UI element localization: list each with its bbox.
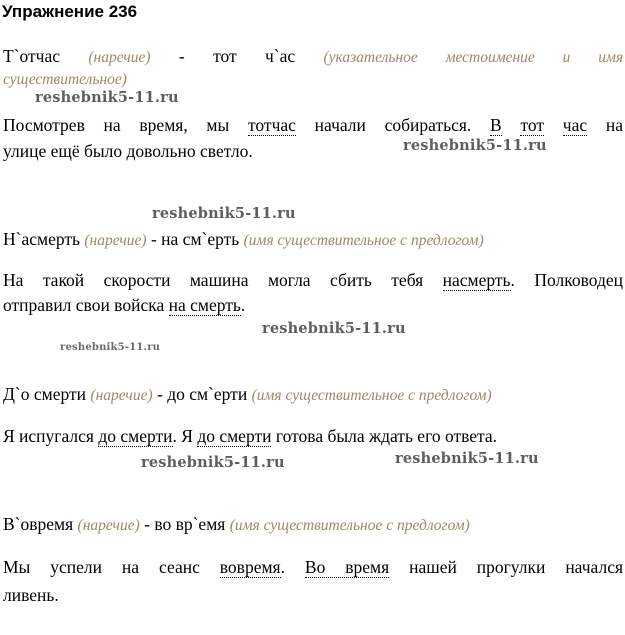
section-1-example-line-1: Посмотрев на время, мы тотчас начали собираться. В тот час на [3, 115, 624, 135]
watermark-text: reshebnik5-11.ru [35, 89, 179, 106]
section-1-example-line-2: улице ещё было довольно светло. [3, 141, 253, 161]
section-4-example-line-2: ливень. [3, 585, 59, 605]
section-4-example-line-1: Мы успели на сеанс вовремя. Во время нашей прогулки начался [3, 557, 624, 577]
section-3-example-line-1: Я испугался до смерти. Я до смерти готова была ждать его ответа. [3, 426, 498, 446]
section-2-example-line-2: отправил свои войска на смерть. [3, 295, 246, 315]
section-3-heading: Д`о смерти (наречие) - до см`ерти (имя существительное с предлогом) [3, 384, 492, 404]
underlined-word: на смерть [168, 295, 241, 315]
underlined-word: до смерти [197, 426, 272, 446]
pair-note: (указательное местоимение и имя [323, 49, 624, 66]
part-of-speech-note: (наречие) [84, 232, 147, 249]
pair-note: (имя существительное с предлогом) [229, 517, 470, 534]
head-word: В`овремя [3, 514, 74, 534]
watermark-text: reshebnik5-11.ru [395, 450, 539, 467]
part-of-speech-note: (наречие) [90, 387, 153, 404]
section-2-heading: Н`асмерть (наречие) - на см`ерть (имя существительное с предлогом) [3, 229, 484, 249]
underlined-word: вовремя [219, 557, 281, 577]
underlined-word: В [490, 115, 502, 135]
head-word: Т`отчас [3, 46, 61, 66]
underlined-word: тотчас [248, 115, 296, 135]
watermark-text: reshebnik5-11.ru [403, 137, 547, 154]
underlined-word: насмерть [442, 270, 511, 290]
pair-note: (имя существительное с предлогом) [251, 387, 492, 404]
watermark-text: reshebnik5-11.ru [141, 454, 285, 471]
exercise-title: Упражнение 236 [2, 2, 138, 21]
pair-note-cont: существительное) [3, 71, 127, 88]
part-of-speech-note: (наречие) [88, 49, 151, 66]
part-of-speech-note: (наречие) [77, 517, 140, 534]
watermark-text: reshebnik5-11.ru [60, 342, 161, 353]
underlined-word: час [562, 115, 588, 135]
pair-note: (имя существительное с предлогом) [243, 232, 484, 249]
watermark-text: reshebnik5-11.ru [262, 320, 406, 337]
pair-word-b: ч`ас [264, 46, 296, 66]
section-1-heading-cont [3, 67, 623, 91]
underlined-word: тот [520, 115, 545, 135]
section-4-heading: В`овремя (наречие) - во вр`емя (имя существительное с предлогом) [3, 514, 470, 534]
section-1-heading [3, 45, 623, 69]
head-word: Д`о смерти [3, 384, 87, 404]
dash: - [178, 46, 185, 66]
underlined-word: Во время [304, 557, 390, 577]
pair-word-a: тот [213, 46, 237, 66]
section-2-example-line-1: На такой скорости машина могла сбить тебя насмерть. Полководец [3, 270, 623, 290]
watermark-text: reshebnik5-11.ru [152, 205, 296, 222]
head-word: Н`асмерть [3, 229, 80, 249]
underlined-word: до смерти [98, 426, 173, 446]
